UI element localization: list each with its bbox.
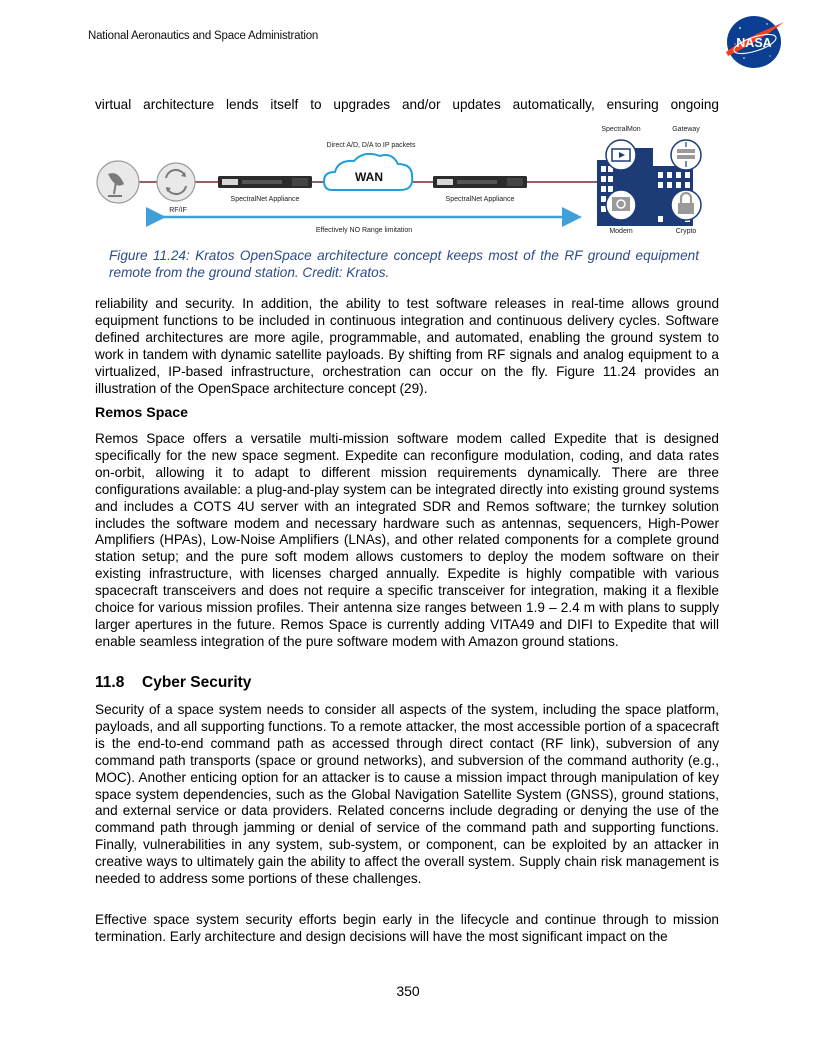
- paragraph-reliability: reliability and security. In addition, the ability to test software releases in real-time allows ground equipment functions to be included in continuous integration and continuous delivery cycles. Software defined architectures are more agile, programmable, and automated, enabling the ground system to work in tandem with dynamic satellite payloads. By shifting from RF signals and analog equipment to a virtualized, IP-based infrastructure, orchestration can occur on the fly. Figure 11.24 provides an illustration of the OpenSpace architecture concept (29).: [95, 296, 719, 396]
- spectralmon-icon: [606, 140, 636, 170]
- rfif-label: RF/IF: [169, 207, 187, 214]
- crypto-lock-icon: [671, 190, 701, 220]
- gateway-icon: [671, 140, 701, 170]
- nasa-logo: [722, 14, 786, 70]
- section-heading-remos: Remos Space: [95, 405, 189, 421]
- crypto-label: Crypto: [675, 228, 697, 235]
- openspace-architecture-figure: [92, 118, 722, 240]
- paragraph-remos: Remos Space offers a versatile multi-mission software modem called Expedite that is designed specifically for the new space segment. Expedite can reconfigure modulation, coding, and data rates on-orbit, allowing it to adapt to different mission requirements dynamically. There are three configurations available: a plug-and-play system can be integrated directly into existing ground systems and includes a COTS 4U server with an integrated SDR and Remos software; the turnkey solution includes the software modem and necessary hardware such as antennas, sequencers, High-Power Amplifiers (HPAs), Low-Noise Amplifiers (LNAs), and other related components for a complete ground station setup; and the pure soft modem allows customers to deploy the modem software on their existing infrastructure, with licenses charged annually. Expedite is highly compatible with various spacecraft transceivers and does not require a specific transceiver for integration, making it a flexible choice for various mission profiles. Their antenna size ranges between 1.9 – 2.4 m with plans to supply larger apertures in the future. Remos Space is currently adding VITA49 and DIFI to Expedite that will enable seamless integration of the pure software modem with Amazon ground stations.: [95, 431, 719, 649]
- figure-caption: Figure 11.24: Kratos OpenSpace architecture concept keeps most of the RF ground equipment remote from the ground station. Credit: Kratos.: [109, 248, 699, 280]
- appliance-left-label: SpectralNet Appliance: [230, 196, 300, 203]
- modem-label: Modem: [609, 228, 633, 235]
- paragraph-cyber-1: Security of a space system needs to consider all aspects of the system, including the space platform, payloads, and all supporting functions. To a remote attacker, the most accessible portion of a spacecraft is the end-to-end command path as accessed through direct contact (RF link), subversion of any command path transports (space or ground networks), and subversion of the command authority (e.g., MOC). Another enticing option for an attacker is to cause a mission impact through manipulation of key space system dependencies, such as the Global Navigation Satellite System (GNSS), ground stations, and external service or data providers. Related concerns include degrading or denying the use of the command path through jamming or denial of service of the command path and supporting functions. Finally, vulnerabilities in any system, sub-system, or component, can be exploited by an attacker in creative ways to ultimately gain the ability to affect the overall system. Supply chain risk management is needed to address some portions of these challenges.: [95, 702, 719, 887]
- satellite-dish-icon: [97, 161, 139, 203]
- header-organization: National Aeronautics and Space Administration: [88, 30, 319, 42]
- spectralnet-appliance-right: [433, 176, 527, 188]
- section-number: 11.8: [95, 674, 125, 691]
- section-title: Cyber Security: [142, 674, 252, 691]
- section-heading-cyber: [95, 674, 251, 692]
- modem-icon: [606, 190, 636, 220]
- appliance-right-label: SpectralNet Appliance: [445, 196, 515, 203]
- paragraph-top: virtual architecture lends itself to upgrades and/or updates automatically, ensuring ongoing: [95, 97, 719, 112]
- gateway-label: Gateway: [672, 126, 700, 133]
- spectralnet-appliance-left: [218, 176, 312, 188]
- page-number: 350: [396, 983, 420, 999]
- paragraph-cyber-2: Effective space system security efforts begin early in the lifecycle and continue through to mission termination. Early architecture and design decisions will have the most significant impact on the: [95, 912, 719, 944]
- svg-text:NASA: NASA: [736, 36, 772, 50]
- rf-converter-icon: [157, 163, 195, 201]
- wan-label: WAN: [355, 170, 383, 184]
- direct-ad-label: Direct A/D, D/A to IP packets: [326, 142, 416, 149]
- range-label: Effectively NO Range limitation: [315, 227, 413, 234]
- spectralmon-label: SpectralMon: [601, 126, 641, 133]
